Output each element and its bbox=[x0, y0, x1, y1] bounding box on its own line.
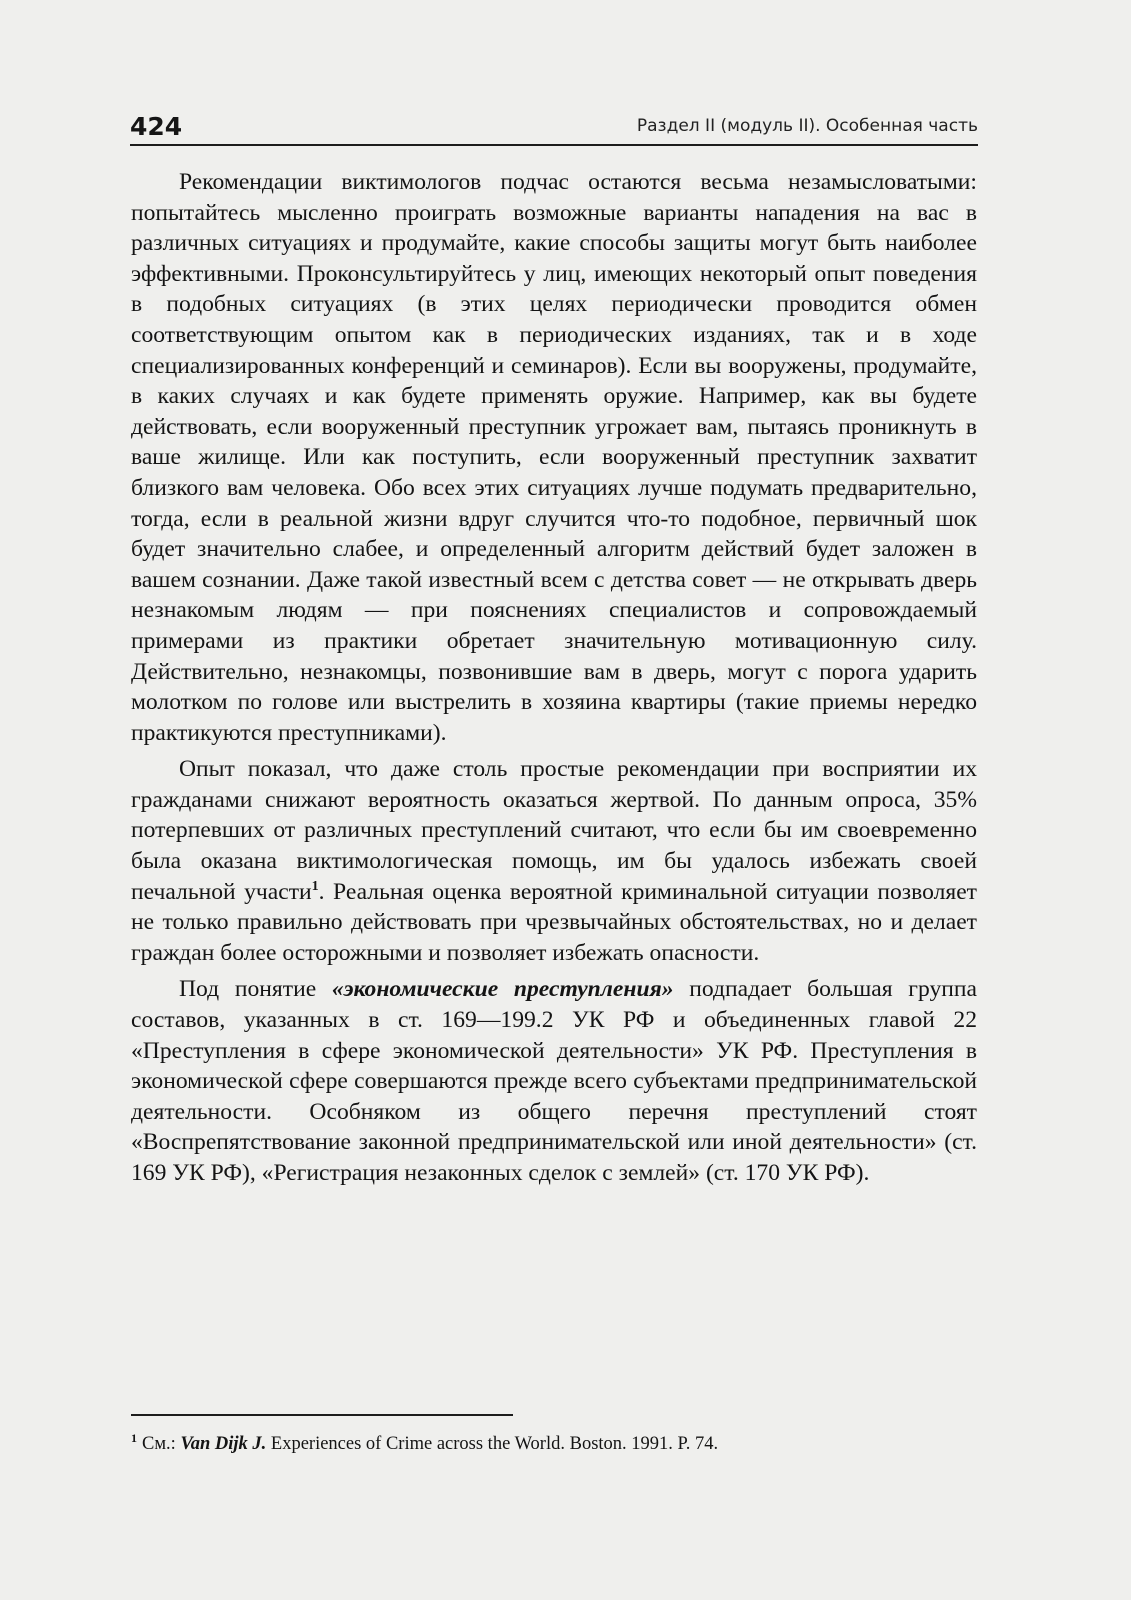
footnote-reference: 1 bbox=[311, 878, 319, 894]
page-header bbox=[130, 110, 978, 146]
paragraph-victimology-advice: Рекомендации виктимологов подчас остаются весьма незамысловатыми: попытайтесь мысленно проиграть возможные варианты нападения на вас в различных ситуациях и продумайте, какие способы защиты могут быть наиболее эффективными. Проконсультируйтесь у лиц, имеющих некоторый опыт поведения в подобных ситуациях (в этих целях периодически проводится обмен соответствующим опытом как в периодических изданиях, так и в ходе специализированных конференций и семинаров). Если вы вооружены, продумайте, в каких случаях и как будете применять оружие. Например, как вы будете действовать, если вооруженный преступник угрожает вам, пытаясь проникнуть в ваше жилище. Или как поступить, если вооруженный преступник захватит близкого вам человека. Обо всех этих ситуациях лучше подумать предварительно, тогда, если в реальной жизни вдруг случится что-то подобное, первичный шок будет значительно слабее, и определенный алгоритм действий будет заложен в вашем сознании. Даже такой известный всем с детства совет — не открывать дверь незнакомым людям — при пояснениях специалистов и сопровождаемый примерами из практики обретает значительную мотивационную силу. Действительно, незнакомцы, позвонившие вам в дверь, могут с порога ударить молотком по голове или выстрелить в хозяина квартиры (такие приемы нередко практикуются преступниками). bbox=[131, 169, 977, 746]
footnote-prefix: См.: bbox=[142, 1434, 181, 1454]
defined-term: «экономические преступления» bbox=[331, 976, 674, 1003]
running-head: Раздел II (модуль II). Особенная часть bbox=[636, 116, 978, 136]
page-number: 424 bbox=[130, 112, 183, 141]
footnote-source: Experiences of Crime across the World. Boston. 1991. P. 74. bbox=[266, 1434, 719, 1454]
paragraph-economic-crimes bbox=[131, 974, 977, 1188]
footnote bbox=[131, 1432, 977, 1456]
footnote-author: Van Dijk J. bbox=[180, 1434, 267, 1454]
footnote-mark: 1 bbox=[131, 1431, 137, 1445]
paragraph-continuation: подпадает большая группа составов, указанных в ст. 169—199.2 УК РФ и объединенных главой 22 «Преступления в сфере экономической деятельности» УК РФ. Преступления в экономической сфере совершаются прежде всего субъектами предпринимательской деятельности. Особняком из общего перечня преступлений стоят «Воспрепятствование законной предпринимательской или иной деятельности» (ст. 169 УК РФ), «Регистрация незаконных сделок с землей» (ст. 170 УК РФ). bbox=[131, 976, 977, 1186]
main-text bbox=[131, 167, 977, 1189]
paragraph-lead-in: Под понятие bbox=[179, 976, 332, 1003]
paragraph-survey-results bbox=[131, 754, 977, 968]
paragraph-text-before-note: Опыт показал, что даже столь простые рекомендации при восприятии их гражданами снижают вероятность оказаться жертвой. По данным опроса, 35% потерпевших от различных преступлений считают, что если бы им своевременно была оказана виктимологическая помощь, им бы удалось избежать своей печальной участи bbox=[131, 756, 977, 905]
paragraph-text-after-note: . Реальная оценка вероятной криминальной ситуации позволяет не только правильно действовать при чрезвычайных обстоятельствах, но и делает граждан более осторожными и позволяет избежать опасности. bbox=[131, 878, 977, 966]
footnote-separator bbox=[131, 1414, 513, 1416]
